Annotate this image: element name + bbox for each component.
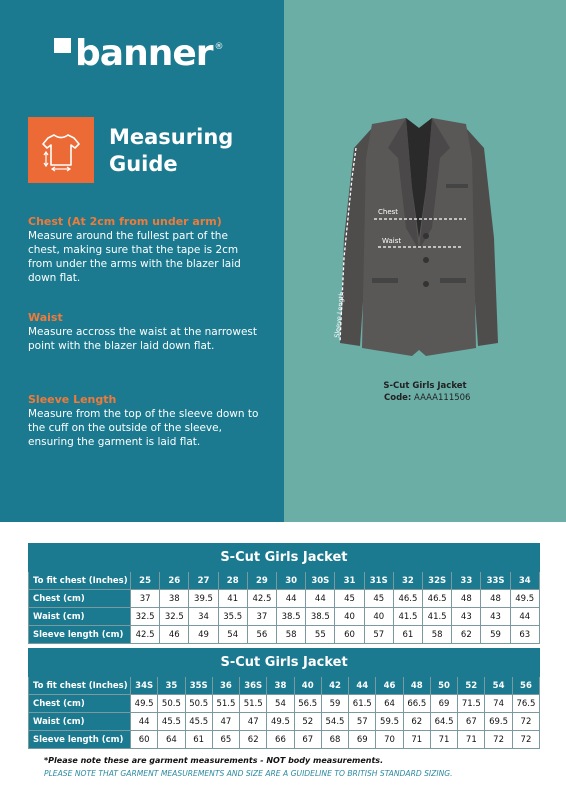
- table-row: [29, 713, 540, 731]
- measurement-cell: 38.5: [277, 608, 306, 626]
- measurement-cell: 59: [481, 626, 510, 644]
- jacket-illustration: [326, 118, 511, 363]
- garment-note: *Please note these are garment measurements - NOT body measurements.: [44, 756, 384, 765]
- measurement-cell: 43: [452, 608, 481, 626]
- brand-logo: [54, 33, 224, 74]
- measurement-cell: 64.5: [430, 713, 457, 731]
- measurement-cell: 32.5: [131, 608, 160, 626]
- measurement-cell: 54: [218, 626, 247, 644]
- table-row: [29, 590, 540, 608]
- measurement-cell: 62: [403, 713, 430, 731]
- caption-code: [284, 392, 566, 404]
- measurement-cell: 39.5: [189, 590, 218, 608]
- measurement-cell: 46.5: [423, 590, 452, 608]
- measurement-cell: 63: [510, 626, 539, 644]
- size-header-cell: 48: [403, 677, 430, 695]
- measurement-cell: 44: [306, 590, 335, 608]
- size-header-cell: 25: [131, 572, 160, 590]
- waist-measure-label: Waist: [382, 237, 402, 245]
- size-header-cell: 34S: [131, 677, 158, 695]
- size-header-cell: 46: [376, 677, 403, 695]
- sizing-note: PLEASE NOTE THAT GARMENT MEASUREMENTS AND SIZE ARE A GUIDELINE TO BRITISH STANDARD SIZING.: [44, 769, 453, 778]
- measurement-cell: 61.5: [349, 695, 376, 713]
- measurement-cell: 51.5: [212, 695, 239, 713]
- page-title: [109, 124, 233, 178]
- measurement-cell: 49.5: [510, 590, 539, 608]
- size-header-cell: 32S: [423, 572, 452, 590]
- measurement-cell: 48: [452, 590, 481, 608]
- code-value: AAAA111506: [414, 393, 471, 403]
- measurement-cell: 64: [376, 695, 403, 713]
- measurement-cell: 49: [189, 626, 218, 644]
- sleeve-section: [28, 393, 260, 449]
- measurement-cell: 66.5: [403, 695, 430, 713]
- measurement-cell: 44: [277, 590, 306, 608]
- measurement-cell: 42.5: [131, 626, 160, 644]
- measurement-cell: 76.5: [512, 695, 539, 713]
- measurement-cell: 45: [335, 590, 364, 608]
- size-header-cell: 38: [267, 677, 294, 695]
- registered-mark: ®: [214, 42, 224, 52]
- table-title-row: [29, 649, 540, 677]
- measurement-cell: 32.5: [160, 608, 189, 626]
- measurement-cell: 51.5: [240, 695, 267, 713]
- measurement-cell: 45: [364, 590, 393, 608]
- size-header-cell: 28: [218, 572, 247, 590]
- row-label: Chest (cm): [29, 695, 131, 713]
- measurement-cell: 65: [212, 731, 239, 749]
- size-header-cell: 31S: [364, 572, 393, 590]
- row-label: Sleeve length (cm): [29, 626, 131, 644]
- measurement-cell: 58: [423, 626, 452, 644]
- measurement-cell: 46.5: [393, 590, 422, 608]
- table-title: S-Cut Girls Jacket: [29, 544, 540, 572]
- measurement-cell: 61: [185, 731, 212, 749]
- size-header-cell: 31: [335, 572, 364, 590]
- measurement-cell: 44: [131, 713, 158, 731]
- measurement-cell: 38: [160, 590, 189, 608]
- measurement-cell: 41.5: [393, 608, 422, 626]
- measurement-cell: 60: [335, 626, 364, 644]
- measurement-cell: 56: [247, 626, 276, 644]
- measurement-cell: 71: [403, 731, 430, 749]
- measurement-cell: 46: [160, 626, 189, 644]
- sleeve-measure-label: Sleeve Length: [333, 291, 346, 339]
- table-row: [29, 626, 540, 644]
- measurement-cell: 68: [321, 731, 348, 749]
- table-row: [29, 608, 540, 626]
- size-header-cell: 40: [294, 677, 321, 695]
- chest-body: Measure around the fullest part of the chest, making sure that the tape is 2cm from under the arms with the blazer laid down flat.: [28, 230, 241, 284]
- measurement-cell: 55: [306, 626, 335, 644]
- measurement-cell: 70: [376, 731, 403, 749]
- chest-measure-label: Chest: [378, 208, 399, 216]
- size-header-cell: 30S: [306, 572, 335, 590]
- size-header-cell: 34: [510, 572, 539, 590]
- size-header-cell: 35S: [185, 677, 212, 695]
- measurement-cell: 48: [481, 590, 510, 608]
- measurement-cell: 56.5: [294, 695, 321, 713]
- measurement-cell: 62: [240, 731, 267, 749]
- logo-square-icon: [54, 38, 71, 53]
- size-header-cell: 36S: [240, 677, 267, 695]
- measurement-cell: 37: [131, 590, 160, 608]
- measurement-cell: 47: [240, 713, 267, 731]
- sleeve-body: Measure from the top of the sleeve down to the cuff on the outside of the sleeve, ensuring the garment is laid flat.: [28, 408, 259, 448]
- size-header-cell: 36: [212, 677, 239, 695]
- row-label: Sleeve length (cm): [29, 731, 131, 749]
- waist-section: [28, 311, 260, 353]
- measurement-cell: 50.5: [158, 695, 185, 713]
- size-header-cell: 30: [277, 572, 306, 590]
- measurement-cell: 61: [393, 626, 422, 644]
- measurement-cell: 72: [512, 731, 539, 749]
- size-header-cell: 29: [247, 572, 276, 590]
- size-header-cell: 42: [321, 677, 348, 695]
- size-header-cell: 32: [393, 572, 422, 590]
- title-line-2: Guide: [109, 152, 178, 176]
- measurement-cell: 57: [349, 713, 376, 731]
- measurement-cell: 69.5: [485, 713, 512, 731]
- measurement-cell: 34: [189, 608, 218, 626]
- size-header-label: To fit chest (Inches): [29, 572, 131, 590]
- measurement-cell: 59: [321, 695, 348, 713]
- size-header-row: [29, 677, 540, 695]
- jacket-caption: [284, 380, 566, 404]
- table-row: [29, 695, 540, 713]
- measurement-cell: 41: [218, 590, 247, 608]
- table-title: S-Cut Girls Jacket: [29, 649, 540, 677]
- measurement-cell: 57: [364, 626, 393, 644]
- measurement-cell: 66: [267, 731, 294, 749]
- measurement-cell: 37: [247, 608, 276, 626]
- measurement-cell: 40: [364, 608, 393, 626]
- measurement-cell: 69: [349, 731, 376, 749]
- measurement-cell: 60: [131, 731, 158, 749]
- waist-body: Measure accross the waist at the narrowest point with the blazer laid down flat.: [28, 326, 257, 352]
- size-header-cell: 35: [158, 677, 185, 695]
- measurement-cell: 52: [294, 713, 321, 731]
- measurement-cell: 62: [452, 626, 481, 644]
- table-row: [29, 731, 540, 749]
- size-header-cell: 33: [452, 572, 481, 590]
- measurement-cell: 35.5: [218, 608, 247, 626]
- measurement-cell: 64: [158, 731, 185, 749]
- size-header-row: [29, 572, 540, 590]
- sleeve-heading: Sleeve Length: [28, 393, 117, 406]
- measurement-cell: 67: [294, 731, 321, 749]
- measurement-cell: 72: [512, 713, 539, 731]
- measurement-cell: 71: [430, 731, 457, 749]
- row-label: Waist (cm): [29, 713, 131, 731]
- size-header-cell: 50: [430, 677, 457, 695]
- measurement-cell: 71: [458, 731, 485, 749]
- chest-section: [28, 215, 260, 285]
- measurement-cell: 72: [485, 731, 512, 749]
- tshirt-measure-icon: [28, 117, 94, 183]
- size-table-1: [28, 543, 540, 644]
- size-table-2: [28, 648, 540, 749]
- size-header-cell: 33S: [481, 572, 510, 590]
- measurement-cell: 45.5: [185, 713, 212, 731]
- row-label: Chest (cm): [29, 590, 131, 608]
- row-label: Waist (cm): [29, 608, 131, 626]
- measurement-cell: 38.5: [306, 608, 335, 626]
- title-line-1: Measuring: [109, 125, 234, 149]
- size-header-cell: 26: [160, 572, 189, 590]
- size-header-label: To fit chest (Inches): [29, 677, 131, 695]
- measurement-cell: 67: [458, 713, 485, 731]
- measurement-cell: 50.5: [185, 695, 212, 713]
- measurement-cell: 49.5: [267, 713, 294, 731]
- size-header-cell: 52: [458, 677, 485, 695]
- size-header-cell: 44: [349, 677, 376, 695]
- caption-title: S-Cut Girls Jacket: [383, 381, 467, 391]
- measurement-cell: 54.5: [321, 713, 348, 731]
- measurement-cell: 42.5: [247, 590, 276, 608]
- chest-heading: Chest (At 2cm from under arm): [28, 215, 222, 228]
- table-title-row: [29, 544, 540, 572]
- measurement-cell: 74: [485, 695, 512, 713]
- measurement-cell: 69: [430, 695, 457, 713]
- measurement-cell: 41.5: [423, 608, 452, 626]
- code-label: Code:: [384, 393, 412, 403]
- size-header-cell: 56: [512, 677, 539, 695]
- measurement-cell: 54: [267, 695, 294, 713]
- brand-name: banner: [75, 33, 213, 74]
- measurement-cell: 47: [212, 713, 239, 731]
- measurement-cell: 71.5: [458, 695, 485, 713]
- measurement-cell: 58: [277, 626, 306, 644]
- measurement-cell: 40: [335, 608, 364, 626]
- size-header-cell: 54: [485, 677, 512, 695]
- waist-heading: Waist: [28, 311, 63, 324]
- measurement-cell: 45.5: [158, 713, 185, 731]
- measurement-cell: 43: [481, 608, 510, 626]
- measurement-cell: 49.5: [131, 695, 158, 713]
- measurement-cell: 44: [510, 608, 539, 626]
- size-header-cell: 27: [189, 572, 218, 590]
- measurement-cell: 59.5: [376, 713, 403, 731]
